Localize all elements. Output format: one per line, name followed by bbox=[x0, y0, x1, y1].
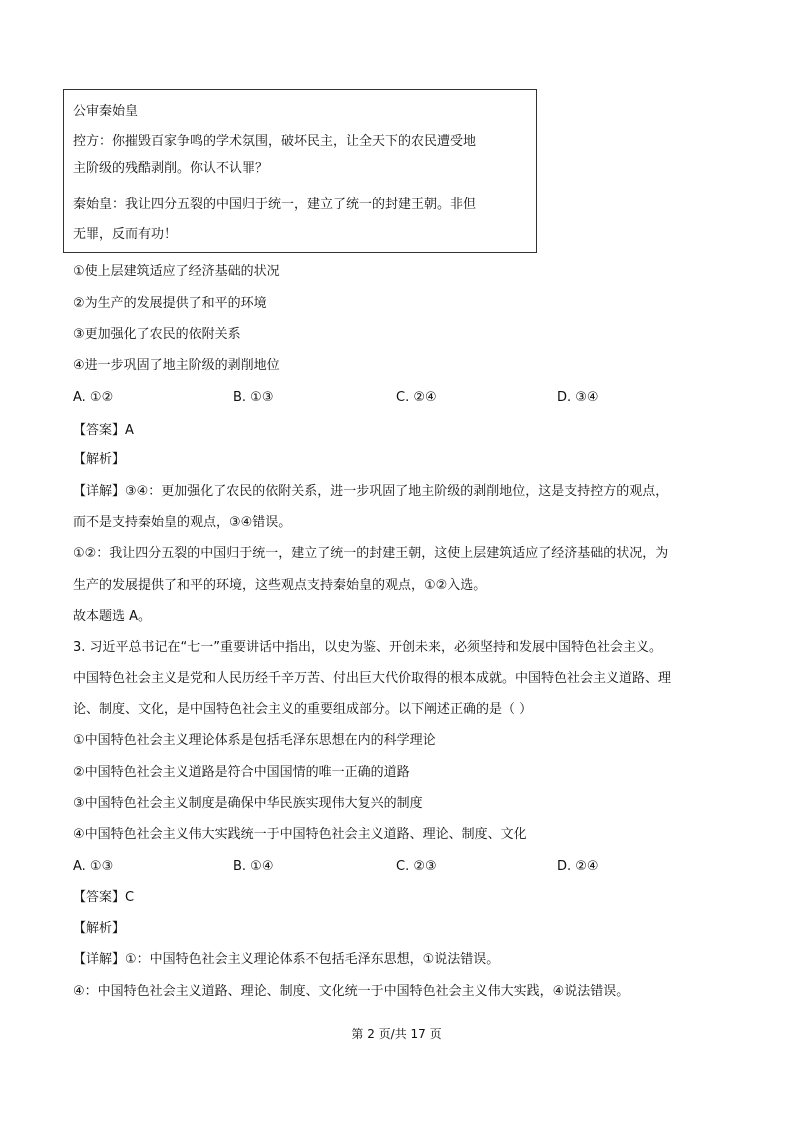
q2-detail-line-3: ①②：我让四分五裂的中国归于统一，建立了统一的封建王朝，这使上层建筑适应了经济基础的状况，为 bbox=[73, 546, 669, 561]
q2-analysis-label: 【解析】 bbox=[73, 452, 126, 467]
q2-statement-3: ③更加强化了农民的依附关系 bbox=[73, 327, 241, 342]
q3-stem-line-2: 中国特色社会主义是党和人民历经千辛万苦、付出巨大代价取得的根本成就。中国特色社会主义道路、理 bbox=[73, 671, 672, 686]
q3-stem-line-3: 论、制度、文化，是中国特色社会主义的重要组成部分。以下阐述正确的是（ ） bbox=[73, 702, 533, 717]
q2-option-b: B. ①③ bbox=[233, 390, 274, 405]
q2-statement-1: ①使上层建筑适应了经济基础的状况 bbox=[73, 264, 280, 279]
q3-answer: 【答案】C bbox=[73, 890, 135, 905]
q3-statement-4: ④中国特色社会主义伟大实践统一于中国特色社会主义道路、理论、制度、文化 bbox=[73, 827, 527, 842]
q2-answer: 【答案】A bbox=[73, 423, 134, 438]
q3-option-a: A. ①③ bbox=[73, 859, 114, 874]
quote-box-title: 公审秦始皇 bbox=[73, 104, 139, 119]
q3-stem-line-1: 3. 习近平总书记在“七一”重要讲话中指出，以史为鉴、开创未来，必须坚持和发展中国特色社会主义。 bbox=[73, 640, 663, 655]
q3-option-d: D. ②④ bbox=[557, 859, 599, 874]
q3-detail-line-1: 【详解】①：中国特色社会主义理论体系不包括毛泽东思想，①说法错误。 bbox=[73, 952, 500, 967]
q2-detail-line-1: 【详解】③④：更加强化了农民的依附关系，进一步巩固了地主阶级的剥削地位，这是支持控方的观点， bbox=[73, 484, 669, 499]
page-number: 第 2 页/共 17 页 bbox=[351, 1027, 442, 1041]
quote-box bbox=[63, 89, 537, 253]
q3-analysis-label: 【解析】 bbox=[73, 921, 126, 936]
accuser-line-1: 控方：你摧毁百家争鸣的学术氛围，破坏民主，让全天下的农民遭受地 bbox=[73, 134, 477, 149]
q3-statement-2: ②中国特色社会主义道路是符合中国国情的唯一正确的道路 bbox=[73, 765, 410, 780]
accuser-line-2: 主阶级的残酷剥削。你认不认罪？ bbox=[73, 161, 269, 176]
q2-conclusion: 故本题选 A。 bbox=[73, 609, 152, 624]
q2-detail-line-2: 而不是支持秦始皇的观点，③④错误。 bbox=[73, 515, 292, 530]
emperor-line-2: 无罪，反而有功！ bbox=[73, 227, 178, 242]
q3-option-b: B. ①④ bbox=[233, 859, 274, 874]
q3-statement-1: ①中国特色社会主义理论体系是包括毛泽东思想在内的科学理论 bbox=[73, 733, 436, 748]
q3-detail-line-2: ④：中国特色社会主义道路、理论、制度、文化统一于中国特色社会主义伟大实践，④说法错误。 bbox=[73, 984, 630, 999]
q2-option-d: D. ③④ bbox=[557, 390, 599, 405]
q2-option-a: A. ①② bbox=[73, 390, 114, 405]
q2-statement-4: ④进一步巩固了地主阶级的剥削地位 bbox=[73, 358, 280, 373]
emperor-line-1: 秦始皇：我让四分五裂的中国归于统一，建立了统一的封建王朝。非但 bbox=[73, 197, 477, 212]
q3-option-c: C. ②③ bbox=[396, 859, 437, 874]
q2-statement-2: ②为生产的发展提供了和平的环境 bbox=[73, 296, 267, 311]
q3-statement-3: ③中国特色社会主义制度是确保中华民族实现伟大复兴的制度 bbox=[73, 796, 423, 811]
q2-option-c: C. ②④ bbox=[396, 390, 437, 405]
q2-detail-line-4: 生产的发展提供了和平的环境，这些观点支持秦始皇的观点，①②入选。 bbox=[73, 578, 487, 593]
